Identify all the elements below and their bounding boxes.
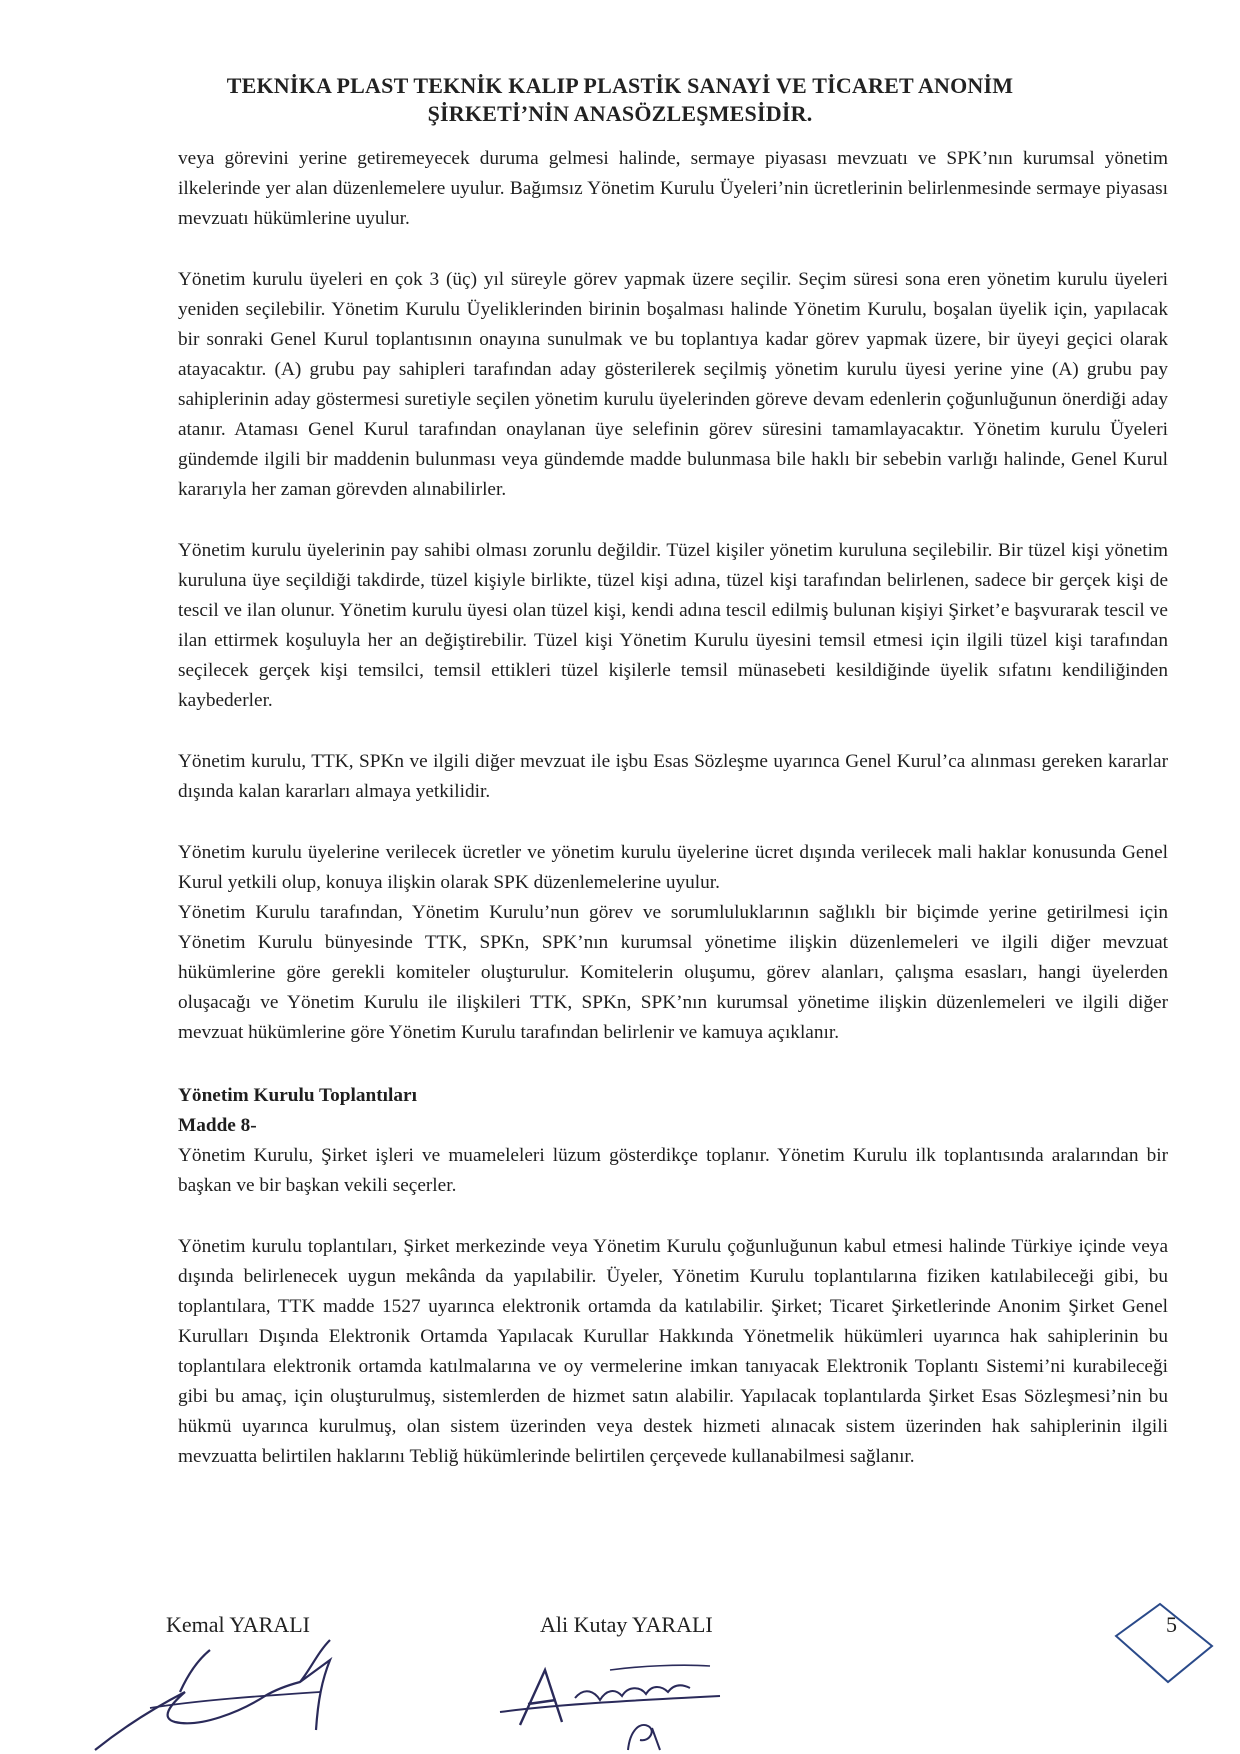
paragraph-legal-entities: Yönetim kurulu üyelerinin pay sahibi olması zorunlu değildir. Tüzel kişiler yönetim kuruluna seçilebilir. Bir tüzel kişi yönetim kuruluna üye seçildiği takdirde, tüzel kişiyle birlikte, tüzel kişi adına, tüzel kişi tarafından belirlenen, sadece bir gerçek kişi de tescil ve ilan olunur. Yönetim kurulu üyesi olan tüzel kişi, kendi adına tescil edilmiş bulunan kişiyi Şirket’e başvurarak tescil ve ilan ettirmek koşuluyla her an değiştirebilir. Tüzel kişi Yönetim Kurulu üyesini temsil etmesi için ilgili tüzel kişi tarafından seçilecek gerçek kişi temsilci, temsil ettikleri tüzel kişilerle temsil münasebeti kesildiğinde üyelik sıfatını kendiliğinden kaybederler.: [178, 540, 1168, 711]
section-title: Yönetim Kurulu Toplantıları: [178, 1085, 417, 1106]
document-body: [178, 144, 1168, 1472]
document-header: [150, 72, 1090, 128]
header-line-1: TEKNİKA PLAST TEKNİK KALIP PLASTİK SANAYİ VE TİCARET ANONİM: [226, 73, 1014, 98]
paragraph-committees: Yönetim Kurulu tarafından, Yönetim Kurulu’nun görev ve sorumluluklarının sağlıklı bir biçimde yerine getirilmesi için Yönetim Kurulu bünyesinde TTK, SPKn, SPK’nın kurumsal yönetime ilişkin düzenlemeleri ve ilgili diğer mevzuat hükümlerine göre gerekli komiteler oluşturulur. Komitelerin oluşumu, görev alanları, çalışma esasları, hangi üyelerden oluşacağı ve Yönetim Kurulu ile ilişkileri TTK, SPKn, SPK’nın kurumsal yönetime ilişkin düzenlemeleri ve ilgili diğer mevzuat hükümlerine göre Yönetim Kurulu tarafından belirlenir ve kamuya açıklanır.: [178, 902, 1168, 1043]
paragraph-remuneration: Yönetim kurulu üyelerine verilecek ücretler ve yönetim kurulu üyelerine ücret dışında verilecek mali haklar konusunda Genel Kurul yetkili olup, konuya ilişkin olarak SPK düzenlemelerine uyulur.: [178, 842, 1168, 893]
paragraph-authority: Yönetim kurulu, TTK, SPKn ve ilgili diğer mevzuat ile işbu Esas Sözleşme uyarınca Genel Kurul’ca alınması gereken kararlar dışında kalan kararları almaya yetkilidir.: [178, 751, 1168, 802]
paragraph-term-of-office: Yönetim kurulu üyeleri en çok 3 (üç) yıl süreyle görev yapmak üzere seçilir. Seçim süresi sona eren yönetim kurulu üyeleri yeniden seçilebilir. Yönetim Kurulu Üyeliklerinden birinin boşalması halinde Yönetim Kurulu, boşalan üyelik için, yapılacak bir sonraki Genel Kurul toplantısının onayına sunulmak ve bu toplantıya kadar görev yapmak üzere, bir üyeyi geçici olarak atayacaktır. (A) grubu pay sahipleri tarafından aday gösterilerek seçilmiş yönetim kurulu üyesi yerine yine (A) grubu pay sahiplerinin aday göstermesi suretiyle seçilen yönetim kurulu üyelerinden göreve devam edenlerin çoğunluğunun önerdiği aday atanır. Ataması Genel Kurul tarafından onaylanan üye selefinin görev süresini tamamlayacaktır. Yönetim kurulu Üyeleri gündemde ilgili bir maddenin bulunması veya gündemde madde bulunmasa bile haklı bir sebebin varlığı halinde, Genel Kurul kararıyla her zaman görevden alınabilirler.: [178, 269, 1168, 500]
paragraph-meetings: Yönetim Kurulu, Şirket işleri ve muameleleri lüzum gösterdikçe toplanır. Yönetim Kurulu ilk toplantısında aralarından bir başkan ve bir başkan vekili seçerler.: [178, 1145, 1168, 1196]
header-line-2: ŞİRKETİ’NİN ANASÖZLEŞMESİDİR.: [427, 101, 813, 126]
paragraph-meeting-venue: Yönetim kurulu toplantıları, Şirket merkezinde veya Yönetim Kurulu çoğunluğunun kabul etmesi halinde Türkiye içinde veya dışında belirlenecek uygun mekânda da yapılabilir. Üyeler, Yönetim Kurulu toplantılarına fiziken katılabileceği gibi, bu toplantılara, TTK madde 1527 uyarınca elektronik ortamda da katılabilir. Şirket; Ticaret Şirketlerinde Anonim Şirket Genel Kurulları Dışında Elektronik Ortamda Yapılacak Kurullar Hakkında Yönetmelik hükümleri uyarınca hak sahiplerinin bu toplantılara elektronik ortamda katılmalarına ve oy vermelerine imkan tanıyacak Elektronik Toplantı Sistemi’ni kurabileceği gibi bu amaç, için oluşturulmuş, sistemlerden de hizmet satın alabilir. Yapılacak toplantılarda Şirket Esas Sözleşmesi’nin bu hükmü uyarınca kurulmuş, olan sistem üzerinden veya destek hizmeti alınacak sistem üzerinden hak sahiplerinin ilgili mevzuatta belirtilen haklarını Tebliğ hükümlerinde belirtilen çerçevede kullanabilmesi sağlanır.: [178, 1236, 1168, 1467]
signature-area: [0, 1600, 1240, 1754]
page-number: 5: [1166, 1612, 1177, 1637]
article-number: Madde 8-: [178, 1115, 257, 1136]
paragraph-continuation: veya görevini yerine getiremeyecek duruma gelmesi halinde, sermaye piyasası mevzuatı ve SPK’nın kurumsal yönetim ilkelerinde yer alan düzenlemelere uyulur. Bağımsız Yönetim Kurulu Üyeleri’nin ücretlerinin belirlenmesinde sermaye piyasası mevzuatı hükümlerine uyulur.: [178, 148, 1168, 229]
signatory-left-name: Kemal YARALI: [166, 1612, 310, 1637]
page-number-stamp: [1108, 1600, 1218, 1686]
signatory-right-name: Ali Kutay YARALI: [540, 1612, 713, 1637]
diamond-outline-icon: [1108, 1600, 1218, 1686]
